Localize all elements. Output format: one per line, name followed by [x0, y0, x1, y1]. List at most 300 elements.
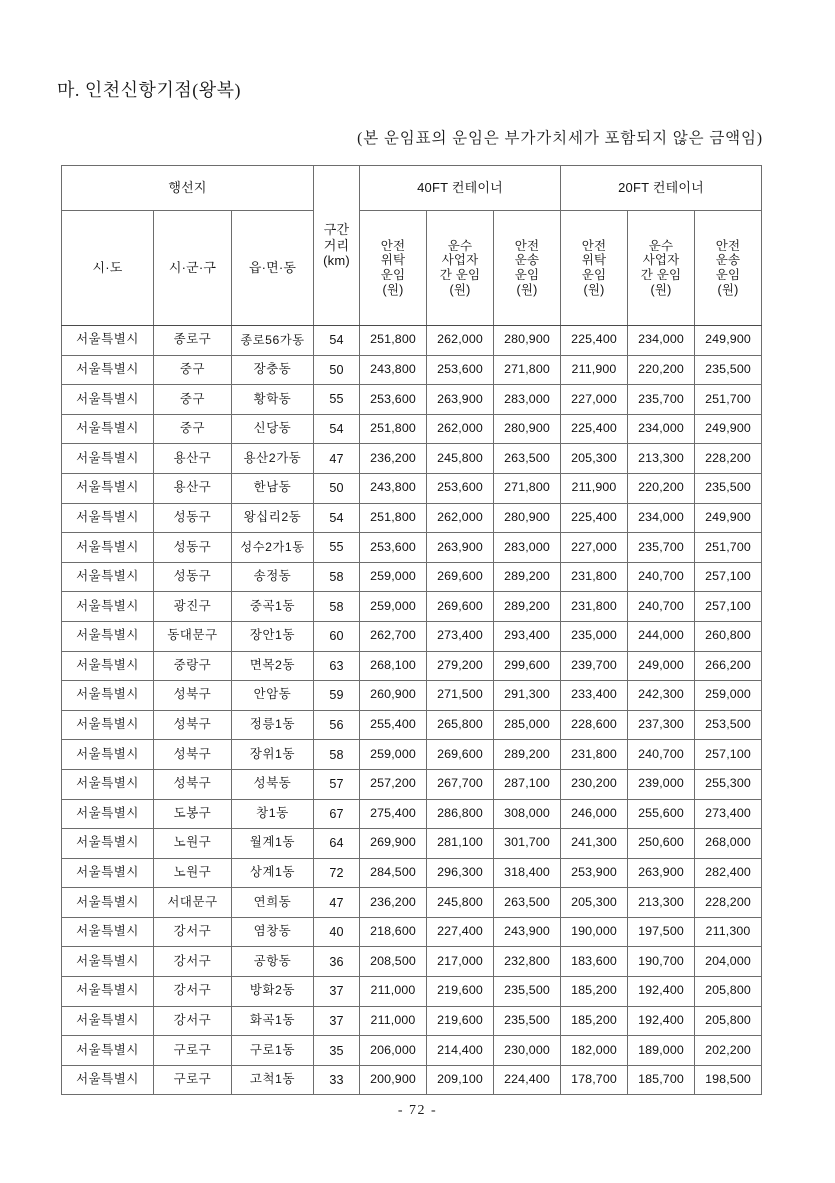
cell-40ft-carrier: 271,500	[427, 681, 494, 711]
cell-40ft-safe-transport: 230,000	[494, 1036, 561, 1066]
cell-40ft-carrier: 263,900	[427, 533, 494, 563]
cell-20ft-safe-consign: 178,700	[561, 1065, 628, 1095]
cell-dong: 상계1동	[232, 858, 314, 888]
cell-20ft-safe-transport: 249,900	[695, 503, 762, 533]
cell-40ft-safe-transport: 280,900	[494, 503, 561, 533]
label-line: 운수	[648, 238, 674, 253]
cell-20ft-safe-consign: 239,700	[561, 651, 628, 681]
cell-40ft-safe-consign: 275,400	[360, 799, 427, 829]
cell-sido: 서울특별시	[62, 326, 154, 356]
cell-40ft-safe-transport: 289,200	[494, 740, 561, 770]
label-line: (원)	[650, 282, 672, 297]
cell-20ft-safe-consign: 182,000	[561, 1036, 628, 1066]
table-row	[62, 710, 762, 740]
table-row	[62, 621, 762, 651]
cell-40ft-carrier: 214,400	[427, 1036, 494, 1066]
cell-40ft-safe-consign: 259,000	[360, 592, 427, 622]
cell-distance: 58	[314, 740, 360, 770]
cell-40ft-safe-consign: 269,900	[360, 829, 427, 859]
cell-sido: 서울특별시	[62, 651, 154, 681]
cell-sigungu: 강서구	[154, 1006, 232, 1036]
cell-sido: 서울특별시	[62, 947, 154, 977]
cell-40ft-safe-transport: 263,500	[494, 888, 561, 918]
cell-sigungu: 성북구	[154, 740, 232, 770]
table-row	[62, 888, 762, 918]
cell-sigungu: 노원구	[154, 858, 232, 888]
cell-20ft-carrier: 255,600	[628, 799, 695, 829]
cell-dong: 공항동	[232, 947, 314, 977]
cell-dong: 송정동	[232, 562, 314, 592]
cell-dong: 왕십리2동	[232, 503, 314, 533]
cell-20ft-safe-transport: 202,200	[695, 1036, 762, 1066]
cell-distance: 36	[314, 947, 360, 977]
cell-sido: 서울특별시	[62, 592, 154, 622]
vat-notice: (본 운임표의 운임은 부가가치세가 포함되지 않은 금액임)	[357, 130, 763, 147]
cell-sigungu: 중구	[154, 385, 232, 415]
cell-sigungu: 강서구	[154, 917, 232, 947]
cell-40ft-carrier: 269,600	[427, 592, 494, 622]
cell-40ft-safe-consign: 236,200	[360, 444, 427, 474]
table-row	[62, 562, 762, 592]
header-row-sub	[62, 211, 762, 326]
cell-40ft-carrier: 269,600	[427, 562, 494, 592]
label-line: (원)	[516, 282, 538, 297]
cell-40ft-carrier: 217,000	[427, 947, 494, 977]
cell-40ft-safe-consign: 208,500	[360, 947, 427, 977]
cell-distance: 56	[314, 710, 360, 740]
label-line: (원)	[717, 282, 739, 297]
cell-40ft-safe-consign: 206,000	[360, 1036, 427, 1066]
cell-40ft-safe-consign: 253,600	[360, 533, 427, 563]
label-line: 위탁	[380, 253, 406, 268]
cell-40ft-safe-consign: 262,700	[360, 621, 427, 651]
cell-dong: 황학동	[232, 385, 314, 415]
cell-20ft-safe-consign: 241,300	[561, 829, 628, 859]
cell-distance: 60	[314, 621, 360, 651]
cell-dong: 구로1동	[232, 1036, 314, 1066]
cell-distance: 54	[314, 414, 360, 444]
cell-distance: 47	[314, 444, 360, 474]
cell-sido: 서울특별시	[62, 858, 154, 888]
cell-20ft-carrier: 197,500	[628, 917, 695, 947]
header-40ft-safe-consign-fare	[360, 211, 427, 326]
cell-40ft-safe-transport: 285,000	[494, 710, 561, 740]
cell-sido: 서울특별시	[62, 740, 154, 770]
cell-40ft-safe-transport: 263,500	[494, 444, 561, 474]
table-row	[62, 473, 762, 503]
cell-20ft-carrier: 235,700	[628, 385, 695, 415]
label-line: 운송	[715, 253, 741, 268]
cell-40ft-safe-transport: 232,800	[494, 947, 561, 977]
cell-40ft-safe-consign: 259,000	[360, 740, 427, 770]
cell-20ft-carrier: 213,300	[628, 888, 695, 918]
cell-40ft-safe-transport: 318,400	[494, 858, 561, 888]
cell-20ft-safe-consign: 225,400	[561, 503, 628, 533]
cell-sigungu: 구로구	[154, 1036, 232, 1066]
page-title: 마. 인천신항기점(왕복)	[57, 80, 241, 100]
cell-20ft-safe-consign: 185,200	[561, 977, 628, 1007]
cell-sigungu: 성북구	[154, 681, 232, 711]
label-line: 사업자	[642, 253, 680, 268]
cell-40ft-safe-consign: 218,600	[360, 917, 427, 947]
cell-20ft-safe-transport: 255,300	[695, 769, 762, 799]
cell-40ft-safe-consign: 257,200	[360, 769, 427, 799]
cell-dong: 성북동	[232, 769, 314, 799]
cell-dong: 성수2가1동	[232, 533, 314, 563]
cell-40ft-carrier: 262,000	[427, 503, 494, 533]
cell-distance: 47	[314, 888, 360, 918]
cell-40ft-carrier: 245,800	[427, 444, 494, 474]
cell-20ft-safe-transport: 282,400	[695, 858, 762, 888]
label-line: 간 운임	[439, 268, 481, 282]
cell-20ft-carrier: 189,000	[628, 1036, 695, 1066]
cell-20ft-safe-transport: 204,000	[695, 947, 762, 977]
label-line: 안전	[581, 238, 607, 253]
cell-distance: 33	[314, 1065, 360, 1095]
cell-sigungu: 종로구	[154, 326, 232, 356]
table-row	[62, 414, 762, 444]
cell-40ft-safe-transport: 287,100	[494, 769, 561, 799]
cell-40ft-safe-transport: 280,900	[494, 326, 561, 356]
cell-40ft-safe-consign: 253,600	[360, 385, 427, 415]
cell-sido: 서울특별시	[62, 473, 154, 503]
cell-40ft-safe-transport: 289,200	[494, 562, 561, 592]
cell-sido: 서울특별시	[62, 1006, 154, 1036]
cell-20ft-safe-consign: 205,300	[561, 444, 628, 474]
cell-40ft-carrier: 253,600	[427, 473, 494, 503]
cell-40ft-safe-consign: 251,800	[360, 414, 427, 444]
cell-sido: 서울특별시	[62, 444, 154, 474]
cell-distance: 58	[314, 562, 360, 592]
cell-sido: 서울특별시	[62, 414, 154, 444]
cell-20ft-carrier: 242,300	[628, 681, 695, 711]
cell-40ft-safe-transport: 235,500	[494, 977, 561, 1007]
cell-20ft-carrier: 234,000	[628, 326, 695, 356]
cell-dong: 한남동	[232, 473, 314, 503]
cell-sido: 서울특별시	[62, 503, 154, 533]
cell-dong: 고척1동	[232, 1065, 314, 1095]
cell-sido: 서울특별시	[62, 799, 154, 829]
cell-40ft-safe-transport: 289,200	[494, 592, 561, 622]
cell-20ft-safe-transport: 235,500	[695, 355, 762, 385]
cell-distance: 67	[314, 799, 360, 829]
cell-40ft-safe-consign: 236,200	[360, 888, 427, 918]
cell-20ft-safe-consign: 231,800	[561, 562, 628, 592]
cell-20ft-safe-transport: 228,200	[695, 888, 762, 918]
cell-distance: 40	[314, 917, 360, 947]
cell-sigungu: 구로구	[154, 1065, 232, 1095]
cell-dong: 신당동	[232, 414, 314, 444]
cell-sido: 서울특별시	[62, 533, 154, 563]
cell-distance: 55	[314, 533, 360, 563]
cell-20ft-carrier: 220,200	[628, 473, 695, 503]
cell-40ft-carrier: 262,000	[427, 326, 494, 356]
header-eupmyeondong: 읍·면·동	[232, 211, 314, 326]
cell-40ft-carrier: 265,800	[427, 710, 494, 740]
cell-dong: 장충동	[232, 355, 314, 385]
label-line: 간 운임	[640, 268, 682, 282]
cell-40ft-carrier: 267,700	[427, 769, 494, 799]
cell-40ft-safe-consign: 260,900	[360, 681, 427, 711]
cell-20ft-safe-consign: 231,800	[561, 740, 628, 770]
cell-sigungu: 중랑구	[154, 651, 232, 681]
cell-20ft-safe-transport: 257,100	[695, 562, 762, 592]
cell-dong: 종로56가동	[232, 326, 314, 356]
cell-40ft-safe-transport: 271,800	[494, 355, 561, 385]
label-line: 운임	[380, 268, 406, 282]
cell-sigungu: 동대문구	[154, 621, 232, 651]
cell-dong: 방화2동	[232, 977, 314, 1007]
cell-20ft-safe-transport: 211,300	[695, 917, 762, 947]
cell-20ft-safe-consign: 233,400	[561, 681, 628, 711]
cell-distance: 72	[314, 858, 360, 888]
cell-sigungu: 서대문구	[154, 888, 232, 918]
table-body	[62, 326, 762, 1095]
cell-sigungu: 용산구	[154, 473, 232, 503]
cell-sigungu: 성북구	[154, 769, 232, 799]
cell-20ft-carrier: 263,900	[628, 858, 695, 888]
cell-20ft-safe-consign: 225,400	[561, 326, 628, 356]
fare-table	[61, 165, 762, 1095]
table-row	[62, 769, 762, 799]
cell-40ft-safe-transport: 243,900	[494, 917, 561, 947]
label-line: 운수	[447, 238, 473, 253]
cell-dong: 정릉1동	[232, 710, 314, 740]
cell-sigungu: 강서구	[154, 947, 232, 977]
cell-40ft-safe-transport: 280,900	[494, 414, 561, 444]
cell-40ft-carrier: 219,600	[427, 1006, 494, 1036]
cell-40ft-carrier: 286,800	[427, 799, 494, 829]
cell-20ft-safe-transport: 228,200	[695, 444, 762, 474]
cell-20ft-safe-consign: 246,000	[561, 799, 628, 829]
cell-20ft-carrier: 185,700	[628, 1065, 695, 1095]
cell-40ft-safe-consign: 255,400	[360, 710, 427, 740]
table-row	[62, 917, 762, 947]
cell-40ft-carrier: 279,200	[427, 651, 494, 681]
cell-20ft-carrier: 237,300	[628, 710, 695, 740]
cell-40ft-carrier: 209,100	[427, 1065, 494, 1095]
cell-sigungu: 도봉구	[154, 799, 232, 829]
cell-dong: 중곡1동	[232, 592, 314, 622]
cell-20ft-carrier: 249,000	[628, 651, 695, 681]
header-20ft-carrier-fare	[628, 211, 695, 326]
cell-40ft-carrier: 263,900	[427, 385, 494, 415]
cell-distance: 64	[314, 829, 360, 859]
cell-sigungu: 용산구	[154, 444, 232, 474]
cell-sigungu: 성북구	[154, 710, 232, 740]
cell-20ft-safe-transport: 266,200	[695, 651, 762, 681]
table-row	[62, 592, 762, 622]
cell-40ft-safe-transport: 235,500	[494, 1006, 561, 1036]
cell-20ft-safe-transport: 249,900	[695, 414, 762, 444]
header-row-group	[62, 166, 762, 211]
header-distance-line3: (km)	[323, 253, 350, 269]
cell-20ft-safe-consign: 228,600	[561, 710, 628, 740]
table-row	[62, 385, 762, 415]
cell-dong: 염창동	[232, 917, 314, 947]
cell-40ft-carrier: 245,800	[427, 888, 494, 918]
cell-distance: 37	[314, 977, 360, 1007]
cell-sido: 서울특별시	[62, 681, 154, 711]
cell-20ft-carrier: 235,700	[628, 533, 695, 563]
cell-20ft-safe-consign: 253,900	[561, 858, 628, 888]
cell-20ft-safe-consign: 235,000	[561, 621, 628, 651]
label-line: (원)	[449, 282, 471, 297]
cell-20ft-safe-transport: 260,800	[695, 621, 762, 651]
cell-sigungu: 성동구	[154, 503, 232, 533]
cell-sigungu: 성동구	[154, 562, 232, 592]
cell-20ft-safe-transport: 257,100	[695, 592, 762, 622]
cell-dong: 연희동	[232, 888, 314, 918]
cell-20ft-safe-transport: 253,500	[695, 710, 762, 740]
cell-sido: 서울특별시	[62, 710, 154, 740]
cell-sido: 서울특별시	[62, 769, 154, 799]
table-row	[62, 1065, 762, 1095]
cell-20ft-carrier: 192,400	[628, 977, 695, 1007]
cell-40ft-carrier: 253,600	[427, 355, 494, 385]
cell-dong: 용산2가동	[232, 444, 314, 474]
label-line: 운임	[581, 268, 607, 282]
table-row	[62, 651, 762, 681]
cell-20ft-safe-transport: 259,000	[695, 681, 762, 711]
label-line: 운임	[514, 268, 540, 282]
table-row	[62, 355, 762, 385]
cell-20ft-carrier: 250,600	[628, 829, 695, 859]
table-row	[62, 326, 762, 356]
cell-sido: 서울특별시	[62, 1036, 154, 1066]
cell-40ft-safe-transport: 283,000	[494, 385, 561, 415]
table-header	[62, 166, 762, 326]
cell-sigungu: 중구	[154, 414, 232, 444]
cell-dong: 장위1동	[232, 740, 314, 770]
table-row	[62, 799, 762, 829]
table-row	[62, 503, 762, 533]
label-line: (원)	[382, 282, 404, 297]
cell-20ft-carrier: 220,200	[628, 355, 695, 385]
cell-20ft-carrier: 240,700	[628, 740, 695, 770]
cell-40ft-carrier: 227,400	[427, 917, 494, 947]
cell-sigungu: 광진구	[154, 592, 232, 622]
cell-40ft-carrier: 296,300	[427, 858, 494, 888]
cell-dong: 장안1동	[232, 621, 314, 651]
cell-dong: 안암동	[232, 681, 314, 711]
cell-20ft-safe-transport: 198,500	[695, 1065, 762, 1095]
cell-40ft-safe-consign: 259,000	[360, 562, 427, 592]
cell-sigungu: 중구	[154, 355, 232, 385]
header-distance	[314, 166, 360, 326]
cell-20ft-safe-consign: 227,000	[561, 385, 628, 415]
cell-40ft-safe-transport: 271,800	[494, 473, 561, 503]
cell-40ft-safe-consign: 243,800	[360, 473, 427, 503]
header-40ft-carrier-fare	[427, 211, 494, 326]
cell-40ft-safe-transport: 293,400	[494, 621, 561, 651]
cell-distance: 63	[314, 651, 360, 681]
cell-distance: 59	[314, 681, 360, 711]
cell-20ft-safe-consign: 190,000	[561, 917, 628, 947]
table-row	[62, 681, 762, 711]
cell-sido: 서울특별시	[62, 385, 154, 415]
cell-20ft-safe-transport: 235,500	[695, 473, 762, 503]
label-line: (원)	[583, 282, 605, 297]
cell-40ft-safe-consign: 284,500	[360, 858, 427, 888]
cell-20ft-safe-consign: 185,200	[561, 1006, 628, 1036]
cell-distance: 57	[314, 769, 360, 799]
cell-dong: 월계1동	[232, 829, 314, 859]
cell-sigungu: 강서구	[154, 977, 232, 1007]
label-line: 사업자	[441, 253, 479, 268]
cell-20ft-safe-transport: 249,900	[695, 326, 762, 356]
cell-distance: 50	[314, 473, 360, 503]
cell-20ft-carrier: 213,300	[628, 444, 695, 474]
cell-40ft-safe-consign: 200,900	[360, 1065, 427, 1095]
label-line: 안전	[514, 238, 540, 253]
cell-40ft-safe-transport: 301,700	[494, 829, 561, 859]
cell-40ft-carrier: 219,600	[427, 977, 494, 1007]
cell-40ft-safe-transport: 283,000	[494, 533, 561, 563]
cell-sido: 서울특별시	[62, 1065, 154, 1095]
cell-sigungu: 노원구	[154, 829, 232, 859]
cell-20ft-carrier: 240,700	[628, 562, 695, 592]
cell-40ft-safe-consign: 268,100	[360, 651, 427, 681]
header-sido: 시·도	[62, 211, 154, 326]
table-row	[62, 947, 762, 977]
cell-20ft-safe-transport: 205,800	[695, 977, 762, 1007]
cell-20ft-safe-transport: 268,000	[695, 829, 762, 859]
table-row	[62, 858, 762, 888]
header-container-40ft: 40FT 컨테이너	[360, 166, 561, 211]
label-line: 안전	[380, 238, 406, 253]
cell-distance: 37	[314, 1006, 360, 1036]
header-container-20ft: 20FT 컨테이너	[561, 166, 762, 211]
cell-40ft-carrier: 273,400	[427, 621, 494, 651]
header-40ft-safe-transport-fare	[494, 211, 561, 326]
cell-40ft-safe-consign: 243,800	[360, 355, 427, 385]
cell-20ft-safe-consign: 211,900	[561, 355, 628, 385]
cell-20ft-safe-consign: 183,600	[561, 947, 628, 977]
cell-20ft-safe-consign: 205,300	[561, 888, 628, 918]
cell-40ft-safe-consign: 251,800	[360, 326, 427, 356]
cell-dong: 면목2동	[232, 651, 314, 681]
header-distance-line1: 구간	[323, 222, 350, 238]
header-sigungu: 시·군·구	[154, 211, 232, 326]
cell-20ft-safe-transport: 251,700	[695, 385, 762, 415]
label-line: 운송	[514, 253, 540, 268]
cell-40ft-safe-transport: 224,400	[494, 1065, 561, 1095]
header-20ft-safe-consign-fare	[561, 211, 628, 326]
cell-20ft-carrier: 239,000	[628, 769, 695, 799]
cell-40ft-carrier: 269,600	[427, 740, 494, 770]
cell-20ft-safe-transport: 273,400	[695, 799, 762, 829]
cell-distance: 55	[314, 385, 360, 415]
cell-20ft-carrier: 192,400	[628, 1006, 695, 1036]
cell-sido: 서울특별시	[62, 888, 154, 918]
table-row	[62, 1036, 762, 1066]
cell-40ft-safe-consign: 251,800	[360, 503, 427, 533]
cell-20ft-safe-consign: 211,900	[561, 473, 628, 503]
table-row	[62, 740, 762, 770]
table-row	[62, 829, 762, 859]
cell-40ft-carrier: 281,100	[427, 829, 494, 859]
page-number: - 72 -	[397, 1103, 438, 1118]
cell-sido: 서울특별시	[62, 829, 154, 859]
cell-dong: 화곡1동	[232, 1006, 314, 1036]
cell-40ft-safe-transport: 299,600	[494, 651, 561, 681]
cell-40ft-safe-consign: 211,000	[360, 977, 427, 1007]
cell-sido: 서울특별시	[62, 917, 154, 947]
cell-20ft-safe-transport: 205,800	[695, 1006, 762, 1036]
cell-20ft-safe-transport: 257,100	[695, 740, 762, 770]
fare-table-container	[61, 165, 761, 1095]
